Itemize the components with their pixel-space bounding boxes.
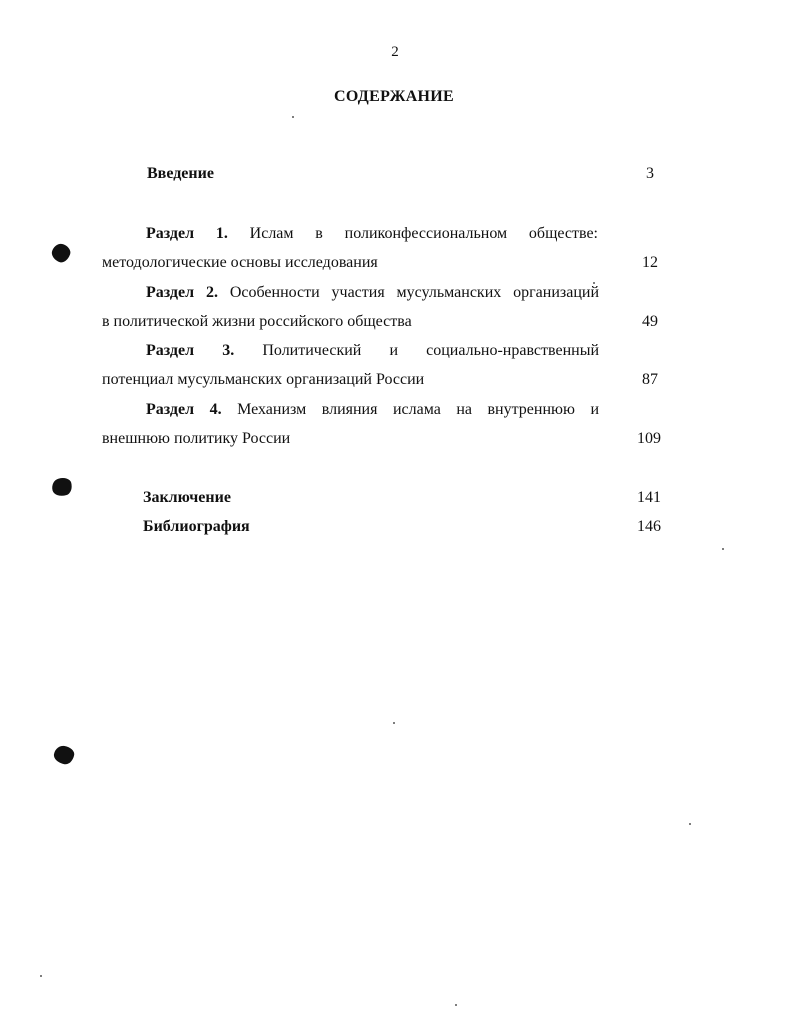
toc-section-4-line-1: [146, 400, 599, 420]
toc-section-2-text-2: в политической жизни российского общества: [102, 313, 412, 330]
scan-speck: [40, 975, 42, 977]
toc-conclusion-label: Заключение: [143, 489, 231, 506]
toc-bibliography-label: Библиография: [143, 518, 250, 535]
page-title: СОДЕРЖАНИЕ: [333, 88, 455, 105]
scan-speck: [593, 282, 595, 284]
toc-bibliography-page: 146: [637, 518, 661, 535]
toc-section-4-text-1: Механизм влияния ислама на внутреннюю и: [237, 401, 599, 418]
toc-section-2-line-1: [146, 283, 599, 303]
scan-blot-top: [49, 241, 72, 264]
toc-section-3-line-1: [146, 341, 599, 361]
toc-section-4-text-2: внешнюю политику России: [102, 430, 291, 447]
toc-section-1-page: 12: [642, 254, 658, 271]
toc-section-2-label: Раздел 2.: [146, 284, 218, 301]
toc-intro-label: Введение: [147, 165, 214, 182]
scan-speck: [455, 1004, 457, 1006]
scan-speck: [722, 548, 724, 550]
toc-section-4-page: 109: [637, 430, 661, 447]
scan-speck: [393, 722, 395, 724]
toc-section-1-text-2: методологические основы исследования: [102, 254, 378, 271]
scan-blot-bottom: [53, 744, 76, 765]
toc-section-3-text-1: Политический и социально-нравственный: [262, 342, 599, 359]
toc-section-3-page: 87: [642, 371, 658, 388]
toc-intro-page: 3: [646, 165, 654, 182]
toc-section-1-label: Раздел 1.: [146, 225, 228, 242]
toc-section-1-line-1: [146, 224, 598, 244]
toc-section-3-label: Раздел 3.: [146, 342, 235, 359]
toc-section-3-text-2: потенциал мусульманских организаций России: [102, 371, 425, 388]
toc-section-4-label: Раздел 4.: [146, 401, 222, 418]
page-number: 2: [391, 44, 399, 60]
toc-section-2-text-1: Особенности участия мусульманских организаций: [229, 284, 600, 301]
scan-speck: [292, 116, 294, 118]
toc-conclusion-page: 141: [637, 489, 661, 506]
scan-blot-middle: [50, 476, 74, 499]
toc-section-1-text-1: Ислам в поликонфессиональном обществе:: [249, 225, 598, 242]
scan-speck: [689, 823, 691, 825]
toc-section-2-page: 49: [642, 313, 658, 330]
